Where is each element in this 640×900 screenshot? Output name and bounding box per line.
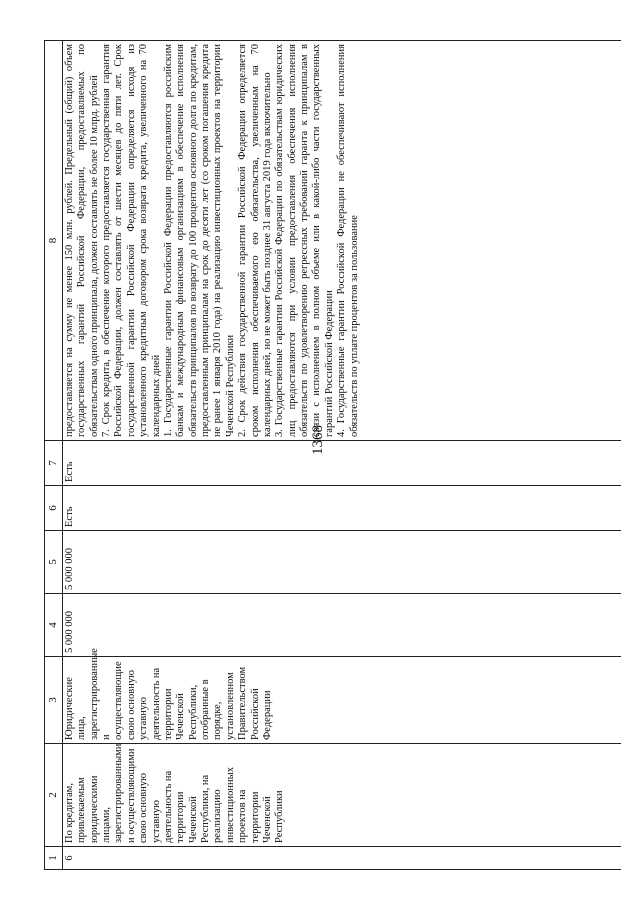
page-number: 1368 (310, 425, 326, 455)
condition-paragraph: 4. Государственные гарантии Российской Федерации не обеспечивают исполнения обязательств по уплате процентов за пользование (336, 44, 360, 437)
col-header-4: 4 (45, 594, 63, 657)
col-header-3: 3 (45, 657, 63, 744)
collateral-check: Есть (62, 441, 621, 486)
col-header-2: 2 (45, 744, 63, 847)
condition-paragraph: предоставляется на сумму не менее 150 млн. рублей. Предельный (общий) объем государственных гарантий Российской Федерации, предоставляемых по обязательствам одного принципала, должен составлять не более 10 млрд. рублей (63, 44, 100, 437)
guarantee-purpose: По кредитам, привлекаемым юридическими лицами, зарегистрированными и осуществляющими свою основную уставную деятельность на территории Чеченской Республики, на реализацию инвестиционных проектов на территории Чеченской Республики (62, 744, 621, 847)
year-amount: 5 000 000 (62, 531, 621, 594)
column-number-row (45, 41, 63, 870)
table-row (62, 41, 621, 870)
row-number: 6 (62, 847, 621, 870)
condition-paragraph: 2. Срок действия государственной гарантии Российской Федерации определяется сроком исполнения обеспечиваемого ею обязательства, увеличенным на 70 календарных дней, но не может быть позднее 31 августа 2019 года включительно (237, 44, 273, 437)
col-header-1: 1 (45, 847, 63, 870)
col-header-5: 5 (45, 531, 63, 594)
col-header-6: 6 (45, 486, 63, 531)
col-header-8: 8 (45, 41, 63, 441)
principal-name: Юридические лица, зарегистрированные и осуществляющие свою основную уставную деятельность на территории Чеченской Республики, отобранные в порядке, установленном Правительством Российской Федерации (62, 657, 621, 744)
other-conditions (62, 41, 621, 441)
rotated-table-container (44, 40, 624, 870)
total-amount: 5 000 000 (62, 594, 621, 657)
guarantee-table (44, 40, 621, 870)
condition-paragraph: 3. Государственные гарантии Российской Федерации по обязательствам юридических лиц предоставляются при условии предоставления обеспечения исполнения обязательств по удовлетворению регрессных требований гаранта к принципалам в связи с исполнением в полном объеме или в какой-либо части государственных гарантий Российской Федерации (274, 44, 335, 437)
condition-paragraph: 1. Государственные гарантии Российской Федерации предоставляются российским банкам и международным финансовым организациям в обеспечение исполнения обязательств принципалов по возврату до 100 процентов основного долга по кредитам, предоставленным принципалам на срок до десяти лет (со сроком погашения кредита не ранее 1 января 2010 года) на реализацию инвестиционных проектов на территории Чеченской Республики (162, 44, 236, 437)
col-header-7: 7 (45, 441, 63, 486)
condition-paragraph: 7. Срок кредита, в обеспечение которого предоставляется государственная гарантия Российской Федерации, должен составлять от шести месяцев до пяти лет. Срок государственной гарантии Российской Федерации определяется исходя из установленного кредитным договором срока возврата кредита, увеличенного на 70 календарных дней (101, 44, 162, 437)
regress-right: Есть (62, 486, 621, 531)
